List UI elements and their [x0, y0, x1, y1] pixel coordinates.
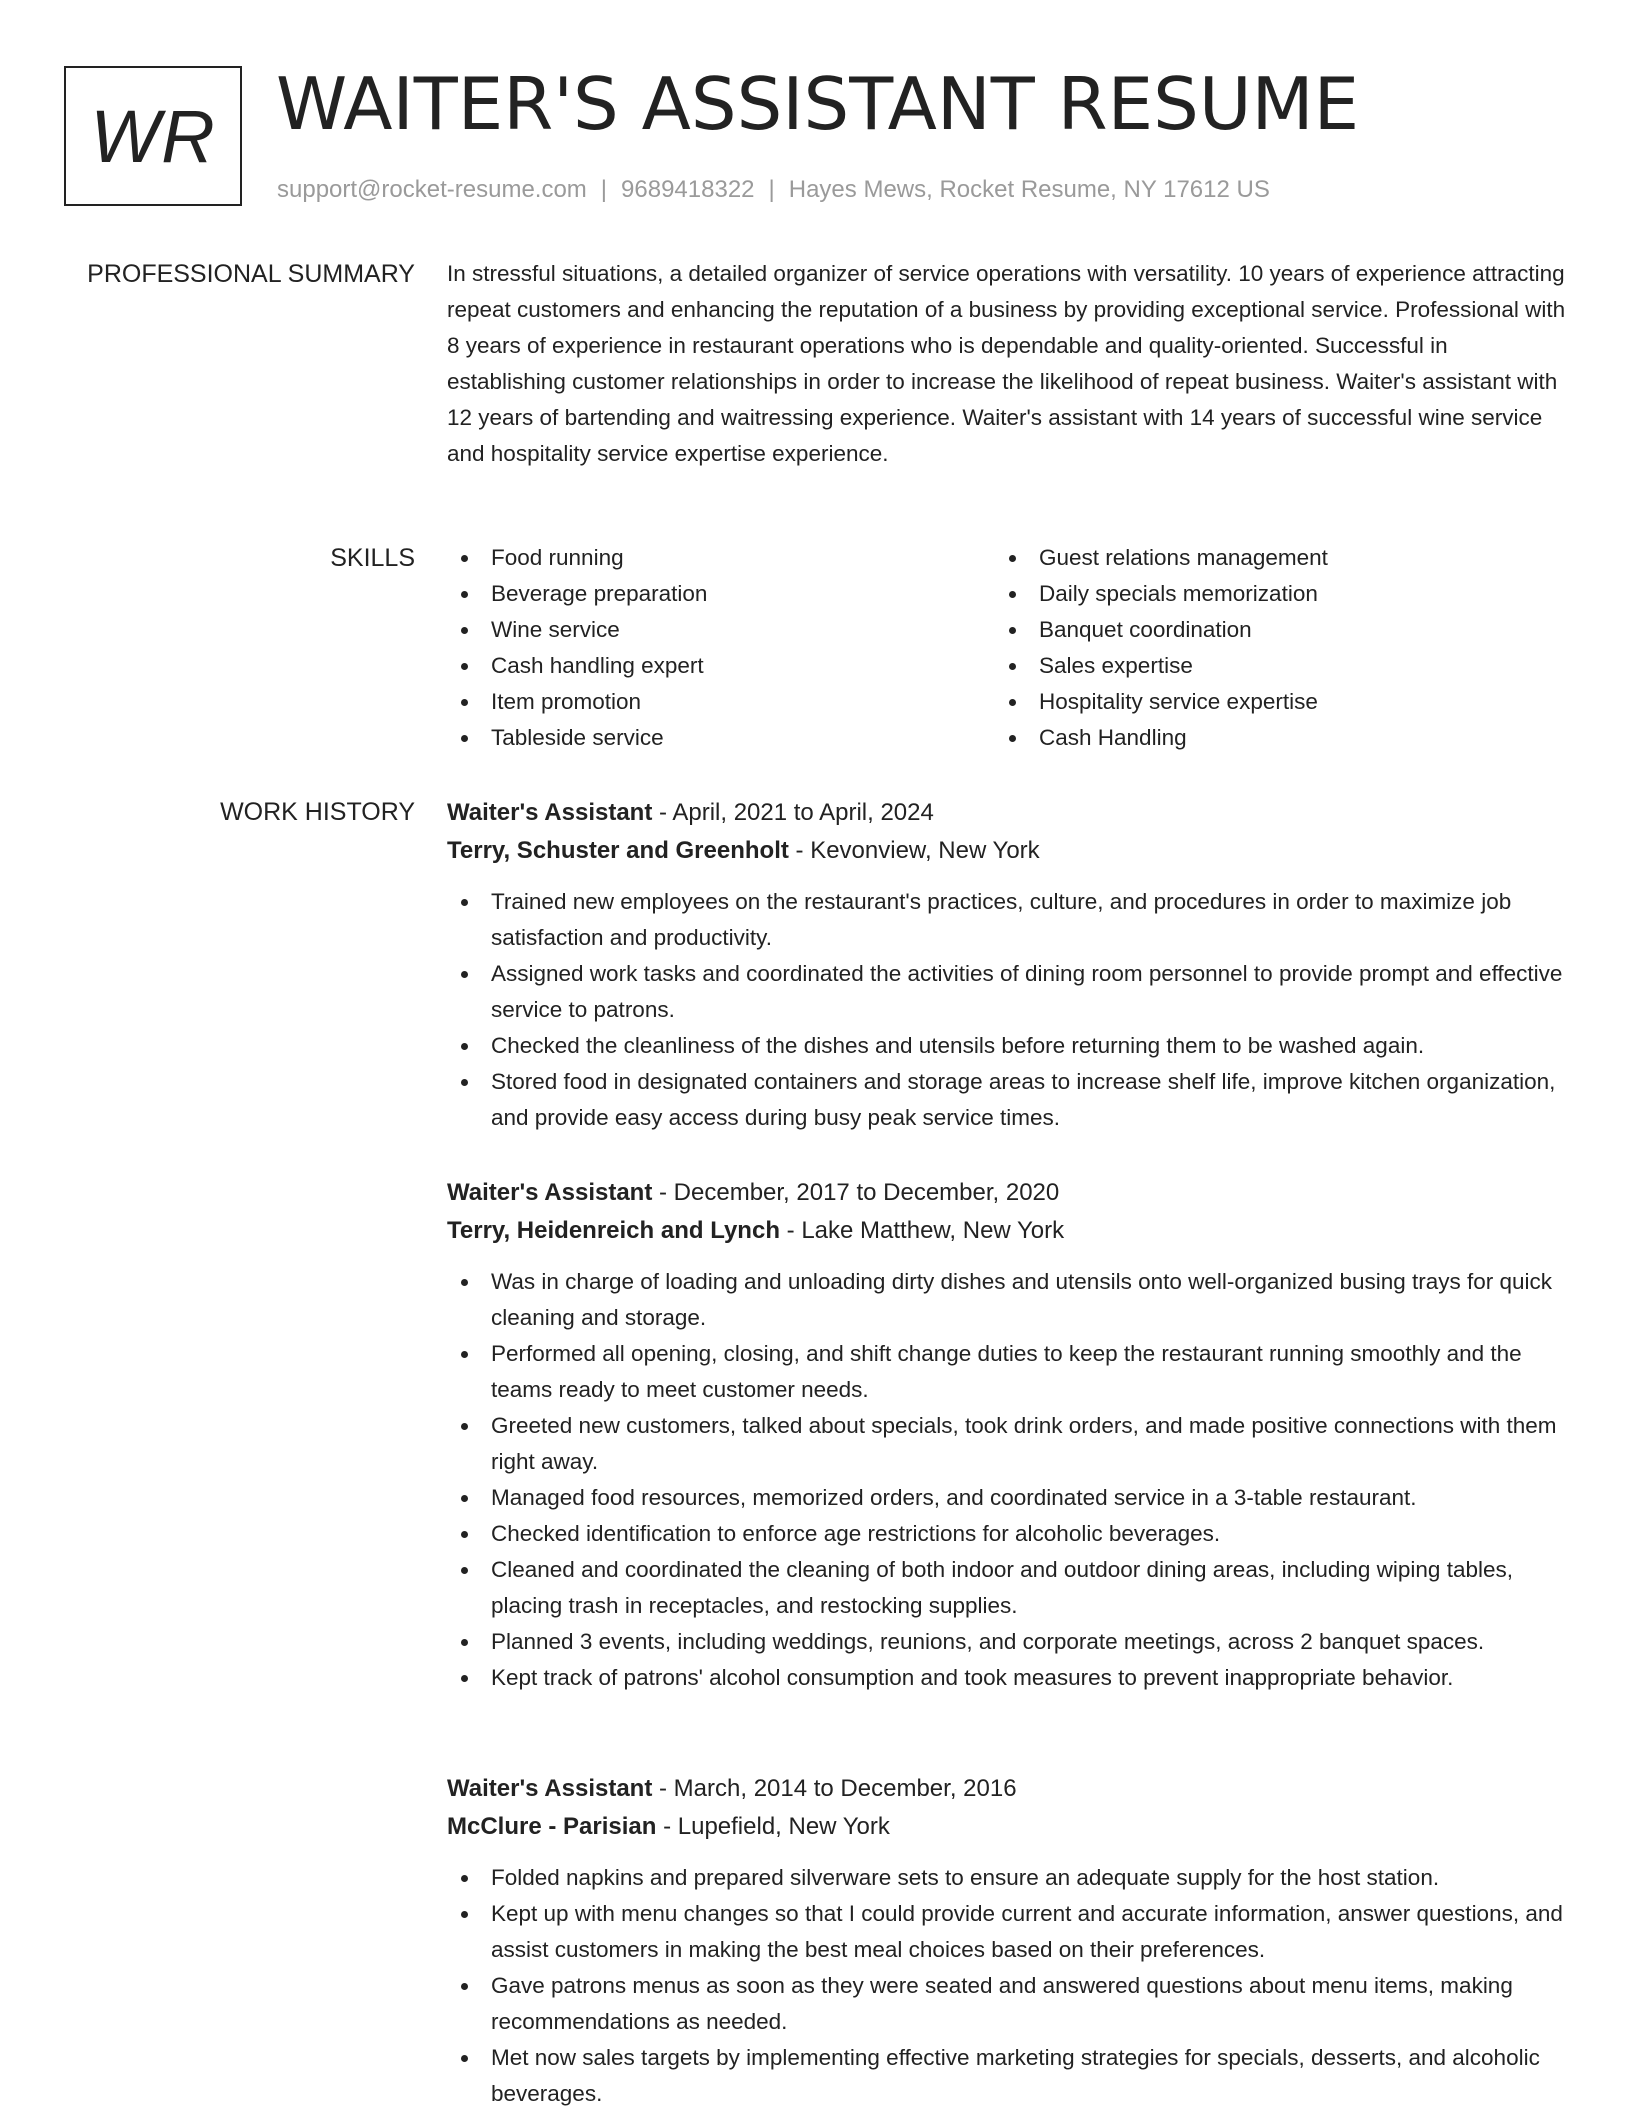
skill-item: Banquet coordination [995, 612, 1543, 648]
job-entry [447, 794, 1567, 1136]
work-history-heading: WORK HISTORY [220, 798, 415, 826]
job-duty: Folded napkins and prepared silverware sets to ensure an adequate supply for the host station. [447, 1860, 1567, 1896]
skills-section [447, 540, 1567, 756]
job-title: Waiter's Assistant [447, 1775, 653, 1802]
job-dash: - [659, 799, 667, 826]
skill-item: Food running [447, 540, 995, 576]
contact-line [277, 172, 1270, 208]
job-duties-list [447, 1860, 1567, 2112]
skill-item: Tableside service [447, 720, 995, 756]
skill-item: Wine service [447, 612, 995, 648]
job-duty: Stored food in designated containers and storage areas to increase shelf life, improve kitchen organization, and provide easy access during busy peak service times. [447, 1064, 1567, 1136]
job-location: Lupefield, New York [677, 1813, 890, 1840]
skill-item: Beverage preparation [447, 576, 995, 612]
resume-title: WAITER'S ASSISTANT RESUME [276, 62, 1360, 146]
contact-separator: | [768, 176, 775, 203]
job-dates: March, 2014 to December, 2016 [673, 1775, 1017, 1802]
job-duty: Checked the cleanliness of the dishes and utensils before returning them to be washed again. [447, 1028, 1567, 1064]
job-title: Waiter's Assistant [447, 799, 653, 826]
contact-address: Hayes Mews, Rocket Resume, NY 17612 US [788, 176, 1270, 203]
skills-grid [447, 540, 1567, 756]
job-company: McClure - Parisian [447, 1813, 657, 1840]
job-entry [447, 1770, 1567, 2112]
monogram-initials: WR [90, 94, 216, 178]
job-duty: Planned 3 events, including weddings, reunions, and corporate meetings, across 2 banquet spaces. [447, 1624, 1567, 1660]
job-title-line [447, 794, 1567, 832]
job-company: Terry, Heidenreich and Lynch [447, 1217, 780, 1244]
skill-item: Hospitality service expertise [995, 684, 1543, 720]
job-duty: Trained new employees on the restaurant's practices, culture, and procedures in order to maximize job satisfaction and productivity. [447, 884, 1567, 956]
job-duty: Was in charge of loading and unloading dirty dishes and utensils onto well-organized busing trays for quick cleaning and storage. [447, 1264, 1567, 1336]
job-duty: Kept track of patrons' alcohol consumption and took measures to prevent inappropriate behavior. [447, 1660, 1567, 1696]
job-duties-list [447, 884, 1567, 1136]
skill-item: Sales expertise [995, 648, 1543, 684]
job-title-line [447, 1770, 1567, 1808]
job-company-line [447, 1808, 1567, 1846]
job-duty: Cleaned and coordinated the cleaning of both indoor and outdoor dining areas, including wiping tables, placing trash in receptacles, and restocking supplies. [447, 1552, 1567, 1624]
job-dash: - [659, 1179, 667, 1206]
summary-section [447, 256, 1567, 472]
job-dash: - [786, 1217, 795, 1244]
job-title: Waiter's Assistant [447, 1179, 653, 1206]
skill-item: Cash Handling [995, 720, 1543, 756]
summary-heading: PROFESSIONAL SUMMARY [87, 260, 415, 288]
job-duty: Performed all opening, closing, and shift change duties to keep the restaurant running smoothly and the teams ready to meet customer needs. [447, 1336, 1567, 1408]
skill-item: Daily specials memorization [995, 576, 1543, 612]
contact-email[interactable]: support@rocket-resume.com [277, 176, 587, 203]
job-duty: Assigned work tasks and coordinated the activities of dining room personnel to provide prompt and effective service to patrons. [447, 956, 1567, 1028]
job-dates: April, 2021 to April, 2024 [672, 799, 934, 826]
job-duties-list [447, 1264, 1567, 1696]
job-duty: Greeted new customers, talked about specials, took drink orders, and made positive connections with them right away. [447, 1408, 1567, 1480]
job-dash: - [795, 837, 804, 864]
job-dash: - [659, 1775, 667, 1802]
job-dates: December, 2017 to December, 2020 [673, 1179, 1060, 1206]
job-entry [447, 1174, 1567, 1696]
skill-item: Item promotion [447, 684, 995, 720]
skills-heading: SKILLS [330, 544, 415, 572]
job-location: Lake Matthew, New York [801, 1217, 1065, 1244]
job-duty: Checked identification to enforce age restrictions for alcoholic beverages. [447, 1516, 1567, 1552]
job-duty: Met now sales targets by implementing effective marketing strategies for specials, desserts, and alcoholic beverages. [447, 2040, 1567, 2112]
monogram-box [64, 66, 242, 206]
job-duty: Managed food resources, memorized orders, and coordinated service in a 3-table restaurant. [447, 1480, 1567, 1516]
job-location: Kevonview, New York [810, 837, 1040, 864]
job-company-line [447, 1212, 1567, 1250]
contact-separator: | [600, 176, 608, 203]
skill-item: Guest relations management [995, 540, 1543, 576]
skills-list-left [447, 540, 995, 756]
skills-list-right [995, 540, 1543, 756]
job-duty: Gave patrons menus as soon as they were seated and answered questions about menu items, making recommendations as needed. [447, 1968, 1567, 2040]
job-dash: - [663, 1813, 672, 1840]
job-duty: Kept up with menu changes so that I could provide current and accurate information, answer questions, and assist customers in making the best meal choices based on their preferences. [447, 1896, 1567, 1968]
job-company-line [447, 832, 1567, 870]
job-title-line [447, 1174, 1567, 1212]
skill-item: Cash handling expert [447, 648, 995, 684]
contact-phone[interactable]: 9689418322 [621, 176, 755, 203]
job-company: Terry, Schuster and Greenholt [447, 837, 789, 864]
summary-text: In stressful situations, a detailed organizer of service operations with versatility. 10 years of experience attracting repeat customers and enhancing the reputation of a business by providing exceptional service. Professional with 8 years of experience in restaurant operations who is dependable and quality-oriented. Successful in establishing customer relationships in order to increase the likelihood of repeat business. Waiter's assistant with 12 years of bartending and waitressing experience. Waiter's assistant with 14 years of successful wine service and hospitality service expertise experience. [447, 261, 1566, 466]
